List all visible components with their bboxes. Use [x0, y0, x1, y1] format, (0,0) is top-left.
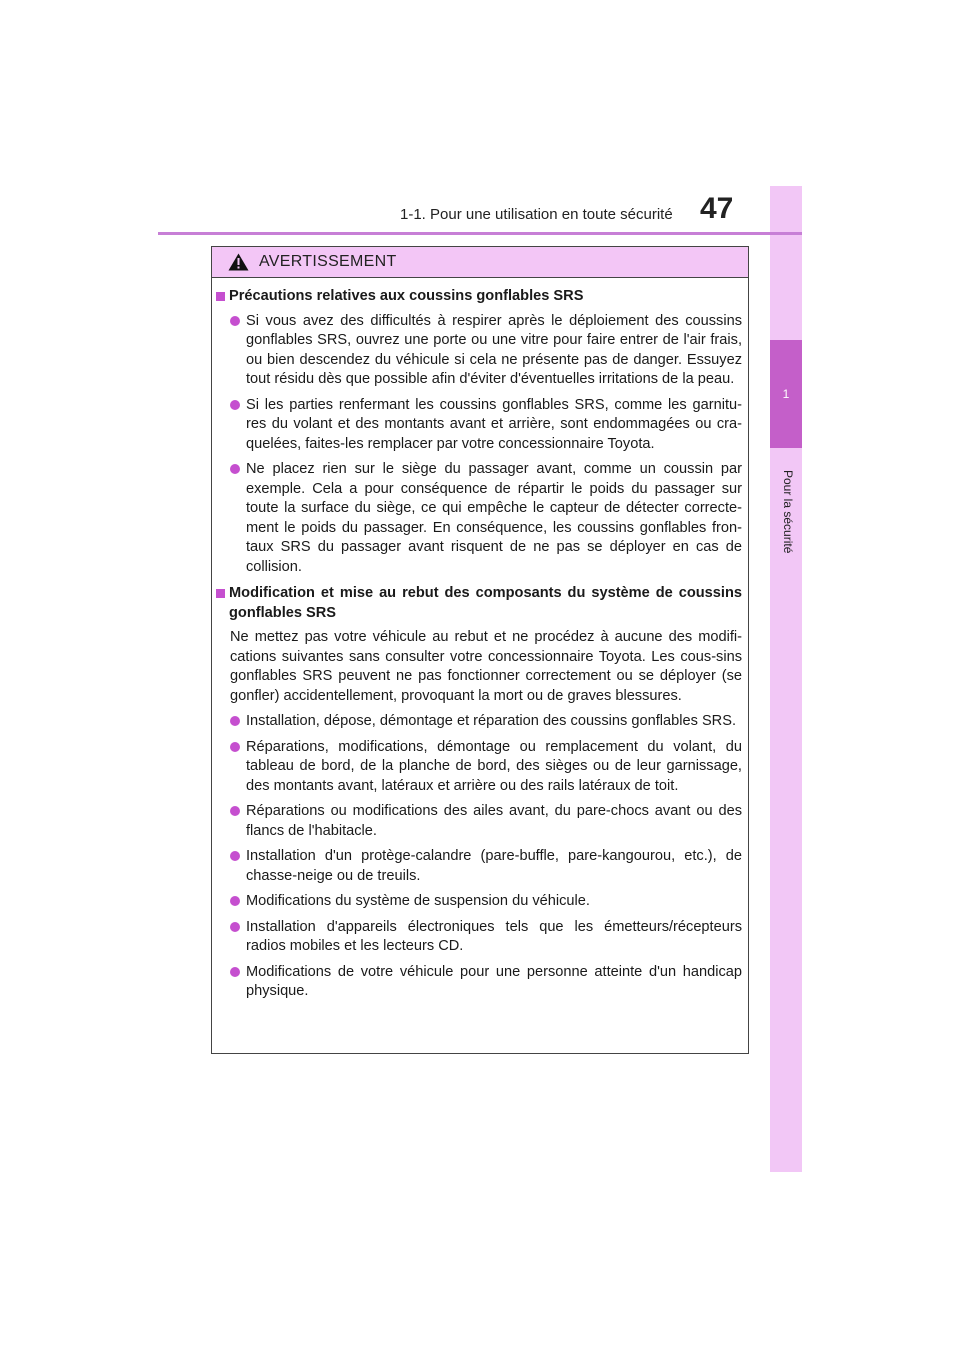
section-srs-modification: [216, 584, 742, 1002]
bullet-text: Réparations ou modifications des ailes avant, du pare-chocs avant ou des flancs de l'habitacle.: [246, 803, 742, 839]
list-item: [230, 460, 742, 577]
bullet-dot-icon: [230, 400, 240, 410]
list-item: [230, 892, 742, 912]
chapter-label: Pour la sécurité: [781, 470, 795, 554]
side-tab-strip: [770, 186, 802, 1172]
list-item: [230, 918, 742, 957]
warning-box: [211, 246, 749, 1054]
section-title-text: Modification et mise au rebut des composants du système de coussins gonflables SRS: [229, 585, 742, 621]
list-item: [230, 738, 742, 797]
warning-triangle-icon: [228, 253, 249, 271]
bullet-dot-icon: [230, 316, 240, 326]
header-rule: [158, 232, 770, 235]
bullet-text: Installation d'appareils électroniques tels que les émetteurs/récepteurs radios mobiles et les lecteurs CD.: [246, 918, 742, 954]
side-tab-rule: [770, 232, 802, 235]
bullet-dot-icon: [230, 742, 240, 752]
warning-content: [216, 287, 742, 1009]
square-bullet-icon: [216, 589, 225, 598]
bullet-text: Installation d'un protège-calandre (pare-buffle, pare-kangourou, etc.), de chasse-neige ou de treuils.: [246, 848, 742, 884]
warning-title: AVERTISSEMENT: [259, 253, 397, 270]
section-heading: [216, 584, 742, 623]
list-item: [230, 963, 742, 1002]
page-number: 47: [700, 192, 734, 225]
warning-header: [212, 247, 748, 278]
bullet-text: Modifications de votre véhicule pour une personne atteinte d'un handicap physique.: [246, 963, 742, 999]
section-title-text: Précautions relatives aux coussins gonflables SRS: [229, 288, 584, 304]
bullet-dot-icon: [230, 896, 240, 906]
bullet-text: Modifications du système de suspension du véhicule.: [246, 893, 590, 909]
bullet-dot-icon: [230, 464, 240, 474]
bullet-dot-icon: [230, 922, 240, 932]
bullet-text: Installation, dépose, démontage et réparation des coussins gonflables SRS.: [246, 713, 737, 729]
list-item: [230, 312, 742, 390]
list-item: [230, 712, 742, 732]
bullet-dot-icon: [230, 806, 240, 816]
chapter-number-tab: [770, 340, 802, 448]
square-bullet-icon: [216, 292, 225, 301]
bullet-dot-icon: [230, 967, 240, 977]
bullet-dot-icon: [230, 716, 240, 726]
section-heading: [216, 287, 742, 307]
bullet-dot-icon: [230, 851, 240, 861]
list-item: [230, 396, 742, 455]
bullet-text: Ne placez rien sur le siège du passager avant, comme un coussin par exemple. Cela a pour conséquence de répartir le poids du passager sur toute la surface du siège, ce qui empêche le capteur de détecter correcte-ment le poids du passager. En conséquence, les coussins gonflables fron-taux SRS du passager avant risquent de ne pas se déployer en cas de collision.: [246, 461, 742, 575]
section-header-title: 1-1. Pour une utilisation en toute sécurité: [400, 206, 673, 223]
bullet-text: Réparations, modifications, démontage ou remplacement du volant, du tableau de bord, de la planche de bord, des sièges ou de leur garnissage, des montants avant, latéraux et arrière ou des rails latéraux de toit.: [246, 738, 742, 794]
section-body-text: Ne mettez pas votre véhicule au rebut et ne procédez à aucune des modifi-cations suivantes sans consulter votre concessionnaire Toyota. Les cous-sins gonflables SRS peuvent ne pas fonctionner correctement ou se déployer (se gonfler) accidentellement, provoquant la mort ou de graves blessures.: [230, 629, 742, 704]
section-srs-precautions: [216, 287, 742, 577]
chapter-number: 1: [782, 387, 790, 401]
list-item: [230, 847, 742, 886]
list-item: [230, 802, 742, 841]
bullet-text: Si vous avez des difficultés à respirer après le déploiement des coussins gonflables SRS, ouvrez une porte ou une vitre pour faire entrer de l'air frais, ou bien descendez du véhicule si cela ne présente pas de danger. Essuyez tout résidu dès que possible afin d'éviter d'éventuelles irritations de la peau.: [246, 312, 742, 387]
bullet-text: Si les parties renfermant les coussins gonflables SRS, comme les garnitu-res du volant et des montants avant et arrière, sont endommagées ou cra-quelées, faites-les remplacer par votre concessionnaire Toyota.: [246, 396, 742, 452]
